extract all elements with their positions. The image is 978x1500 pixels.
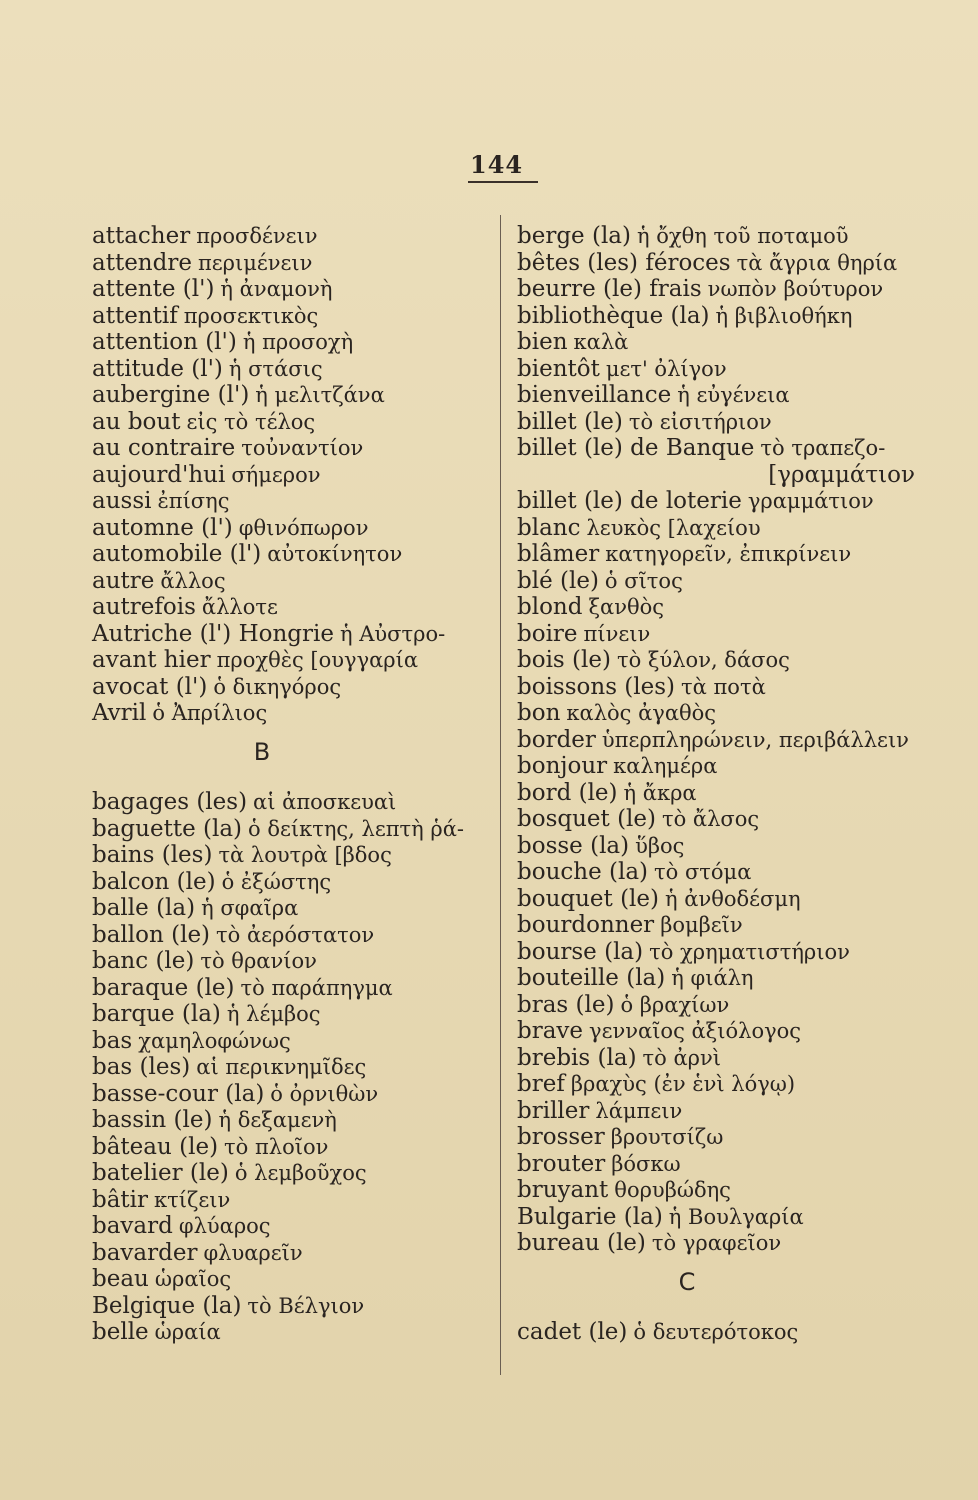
dictionary-entry [92,922,492,949]
greek-translation: καλὰ [573,330,629,354]
dictionary-entry [517,859,917,886]
french-term: automne (l') [92,514,233,541]
french-term: bâtir [92,1186,149,1213]
dictionary-entry [92,842,492,869]
greek-translation: προσδένειν [196,224,318,248]
greek-translation: τὸ παράπηγμα [240,975,393,1000]
dictionary-entry [517,621,917,648]
dictionary-entry [517,223,917,250]
french-term: bourdonner [517,912,655,938]
dictionary-entry [517,1230,917,1257]
dictionary-entry [517,1045,917,1072]
dictionary-entry [92,647,492,674]
greek-translation: αὐτοκίνητον [267,542,403,566]
french-term: baraque (le) [92,974,235,1001]
entries-a-list [92,223,492,727]
greek-translation: ξανθὸς [588,595,665,619]
section-letter-b: B [253,737,271,766]
dictionary-entry [517,356,917,383]
dictionary-entry [517,435,917,462]
french-term: aujourd'hui [92,461,226,488]
dictionary-entry [517,515,917,542]
greek-translation: ἡ Αὐστρο- [339,621,446,646]
french-term: bouche (la) [517,859,649,885]
french-term: billet (le) [517,408,623,435]
dictionary-entry [517,886,917,913]
dictionary-entry [517,382,917,409]
column-divider [500,215,501,1375]
french-term: aubergine (l') [92,382,250,408]
greek-translation: ἐπίσης [157,489,230,513]
dictionary-entry [517,753,917,780]
french-term: bourse (la) [517,938,644,965]
french-term: bas [92,1027,133,1054]
greek-translation: τὸ ἀερόστατον [216,922,375,947]
french-term: balcon (le) [92,868,216,895]
dictionary-entry [92,515,492,542]
dictionary-entry [517,1124,917,1151]
french-term: bibliothèque (la) [517,302,710,329]
french-term: bosse (la) [517,832,630,859]
french-term: bientôt [517,355,600,382]
greek-translation: φθινόπωρον [238,515,369,540]
greek-translation: βομβεῖν [660,913,743,937]
french-term: Avril [92,700,147,726]
french-term: blanc [517,514,581,541]
french-term: Belgique (la) [92,1292,242,1319]
french-term: ballon (le) [92,921,211,948]
greek-translation: τοὐναντίον [241,436,364,460]
dictionary-entry [92,462,492,489]
french-term: bains (les) [92,842,213,868]
dictionary-entry [92,1134,492,1161]
french-term: bien [517,329,568,355]
dictionary-entry [92,1213,492,1240]
dictionary-entry [92,541,492,568]
dictionary-entry [92,621,492,648]
french-term: bas (les) [92,1054,191,1080]
dictionary-entry [517,488,917,515]
french-term: boissons (les) [517,673,676,700]
french-term: blond [517,594,583,620]
french-term: aussi [92,488,152,514]
greek-translation: προσεκτικὸς [183,303,319,328]
dictionary-entry [517,1098,917,1125]
left-column [92,223,492,1346]
french-term: bois (le) [517,647,611,673]
greek-translation: ἄλλος [160,568,226,593]
entry-continuation: [γραμμάτιον [768,461,915,488]
dictionary-entry [92,948,492,975]
dictionary-entry [92,1319,492,1346]
french-term: beau [92,1266,149,1292]
greek-translation: ἡ ἀναμονὴ [220,277,333,301]
greek-translation: εἰς τὸ τέλος [186,409,316,434]
greek-translation: ὡραία [154,1320,221,1344]
greek-translation: τὸ θρανίον [200,949,317,973]
dictionary-entry [517,727,917,754]
greek-translation: ὁ Ἀπρίλιος [152,701,268,725]
greek-translation: ὕβος [635,833,685,858]
greek-translation: ὁ σῖτος [604,568,683,593]
greek-translation: καλὸς ἀγαθὸς [566,701,717,725]
french-term: bagages (les) [92,789,248,815]
greek-translation: λάμπειν [595,1098,683,1123]
dictionary-entry [92,488,492,515]
dictionary-entry [517,700,917,727]
dictionary-entry [92,276,492,303]
dictionary-entry [92,1054,492,1081]
dictionary-entry [517,965,917,992]
greek-translation: κτίζειν [154,1187,231,1212]
dictionary-entry [517,647,917,674]
french-term: attendre [92,249,192,276]
dictionary-entry [92,700,492,727]
greek-translation: ἡ στάσις [228,356,323,381]
french-term: autre [92,567,155,594]
dictionary-entry [517,1151,917,1178]
greek-translation: ἡ εὐγένεια [677,383,790,407]
dictionary-entry [92,329,492,356]
french-term: berge (la) [517,223,631,249]
french-term: basse-cour (la) [92,1080,265,1107]
french-term: bruyant [517,1177,609,1203]
dictionary-entry [92,975,492,1002]
french-term: baguette (la) [92,815,243,842]
french-term: blé (le) [517,567,599,594]
greek-translation: ἡ ἀνθοδέσμη [665,886,801,911]
greek-translation: νωπὸν βούτυρον [707,277,884,301]
greek-translation: σήμερον [231,462,321,487]
dictionary-entry [517,303,917,330]
french-term: avocat (l') [92,673,208,700]
greek-translation: ὁ ἐξώστης [221,869,332,894]
greek-translation: γενναῖος ἀξιόλογος [589,1019,802,1043]
dictionary-entry [92,1001,492,1028]
french-term: bienveillance [517,382,672,408]
entries-c-list [517,1319,917,1346]
greek-translation: τὸ τραπεζο- [760,436,886,460]
greek-translation: τὰ ἄγρια θηρία [736,250,898,275]
french-term: billet (le) de Banque [517,435,755,461]
dictionary-entry [517,1319,917,1346]
dictionary-entry [92,1160,492,1187]
dictionary-entry [517,594,917,621]
french-term: blâmer [517,541,600,567]
french-term: bâteau (le) [92,1133,219,1160]
french-term: bavard [92,1213,173,1239]
greek-translation: βρουτσίζω [610,1125,724,1149]
french-term: Bulgarie (la) [517,1203,663,1230]
french-term: Autriche (l') Hongrie [92,620,334,647]
french-term: banc (le) [92,948,195,974]
french-term: avant hier [92,647,211,673]
greek-translation: τὸ ἀρνὶ [642,1045,722,1070]
french-term: brave [517,1018,584,1044]
dictionary-entry [92,1187,492,1214]
dictionary-entry [517,912,917,939]
dictionary-entry [517,1204,917,1231]
french-term: brebis (la) [517,1044,637,1071]
greek-translation: ἡ ἄκρα [623,780,697,805]
french-term: bref [517,1071,565,1097]
greek-translation: τὸ Βέλγιον [247,1293,365,1318]
greek-translation: λευκὸς [λαχείου [586,515,761,540]
greek-translation: ὑπερπληρώνειν, περιβάλλειν [601,727,909,752]
dictionary-entry [517,409,917,436]
dictionary-entry [517,674,917,701]
french-term: attacher [92,223,191,249]
french-term: bouquet (le) [517,885,659,912]
dictionary-entry [517,992,917,1019]
greek-translation: καλημέρα [613,754,718,778]
dictionary-entry [92,1293,492,1320]
french-term: attente (l') [92,276,215,302]
dictionary-entry [517,1177,917,1204]
french-term: bêtes (les) féroces [517,249,731,276]
greek-translation: χαμηλοφώνως [138,1028,291,1053]
greek-translation: φλύαρος [178,1214,271,1238]
dictionary-entry [517,568,917,595]
french-term: attentif [92,302,178,329]
page-number: 144 [470,150,524,179]
greek-translation: ὁ ὀρνιθὼν [270,1081,379,1106]
dictionary-entry [517,939,917,966]
greek-translation: τὸ χρηματιστήριον [649,939,850,964]
dictionary-entry [517,833,917,860]
french-term: bouteille (la) [517,965,666,991]
dictionary-entry [517,1018,917,1045]
greek-translation: τὰ λουτρὰ [βδος [218,843,392,867]
greek-translation: ὁ βραχίων [620,992,730,1017]
french-term: bord (le) [517,779,618,806]
right-column [517,223,917,1346]
greek-translation: μετ' ὀλίγον [605,356,727,381]
greek-translation: τὸ ξύλον, δάσος [616,648,790,672]
entries-b-continued-list [517,223,917,1257]
french-term: bureau (le) [517,1230,646,1256]
french-term: barque (la) [92,1001,221,1027]
page-number-rule [468,181,538,183]
french-term: bras (le) [517,991,615,1018]
dictionary-entry [92,789,492,816]
french-term: automobile (l') [92,541,262,567]
greek-translation: τὰ ποτὰ [681,674,766,699]
greek-translation: βόσκω [611,1151,681,1176]
french-term: bosquet (le) [517,806,656,832]
greek-translation: περιμένειν [197,250,313,275]
dictionary-entry [92,409,492,436]
french-term: bon [517,700,561,726]
greek-translation: ἡ Βουλγαρία [668,1204,804,1229]
greek-translation: ἡ σφαῖρα [201,896,299,920]
french-term: au bout [92,408,181,435]
french-term: autrefois [92,594,196,620]
french-term: bonjour [517,753,608,779]
greek-translation: τὸ γραφεῖον [651,1231,782,1255]
dictionary-entry [517,1071,917,1098]
greek-translation: βραχὺς (ἐν ἑνὶ λόγῳ) [570,1072,796,1096]
dictionary-entry [92,594,492,621]
french-term: cadet (le) [517,1319,628,1345]
greek-translation: προχθὲς [ουγγαρία [216,648,419,672]
french-term: au contraire [92,435,236,461]
french-term: brosser [517,1124,605,1150]
greek-translation: αἱ περικνημῖδες [196,1055,367,1079]
french-term: beurre (le) frais [517,276,702,302]
greek-translation: ὁ δευτερότοκος [633,1320,799,1344]
french-term: bassin (le) [92,1107,213,1133]
greek-translation: αἱ ἀποσκευαὶ [253,790,397,814]
greek-translation: τὸ πλοῖον [224,1134,329,1159]
dictionary-entry [517,250,917,277]
dictionary-entry [92,1028,492,1055]
greek-translation: φλυαρεῖν [203,1240,303,1265]
dictionary-entry [517,806,917,833]
greek-translation: ἄλλοτε [201,595,278,619]
greek-translation: ὁ δείκτης, λεπτὴ ῥά- [248,816,465,841]
greek-translation: θορυβώδης [614,1178,731,1202]
french-term: belle [92,1319,149,1345]
french-term: attitude (l') [92,355,223,382]
dictionary-entry [92,1266,492,1293]
greek-translation: ἡ δεξαμενὴ [218,1108,337,1132]
dictionary-entry [92,568,492,595]
greek-translation: ἡ ὄχθη τοῦ ποταμοῦ [637,224,849,248]
dictionary-entry [92,895,492,922]
greek-translation: τὸ στόμα [654,860,752,884]
greek-translation: ἡ προσοχὴ [242,330,354,354]
dictionary-entry [92,356,492,383]
french-term: balle (la) [92,895,196,921]
greek-translation: κατηγορεῖν, ἐπικρίνειν [605,542,852,566]
french-term: boire [517,620,578,647]
entries-b-list [92,789,492,1346]
greek-translation: ὁ λεμβοῦχος [234,1161,367,1185]
dictionary-entry [92,250,492,277]
dictionary-entry [92,869,492,896]
dictionary-entry [92,1081,492,1108]
french-term: border [517,726,596,753]
dictionary-entry [517,276,917,303]
greek-translation: ὡραῖος [154,1267,232,1291]
greek-translation: ἡ φιάλη [671,966,754,990]
french-term: attention (l') [92,329,237,355]
dictionary-entry [92,382,492,409]
french-term: bavarder [92,1239,198,1266]
greek-translation: γραμμάτιον [747,489,874,513]
dictionary-entry [92,1107,492,1134]
dictionary-entry [92,435,492,462]
greek-translation: πίνειν [583,621,651,646]
greek-translation: ὁ δικηγόρος [213,674,342,699]
french-term: brouter [517,1150,606,1177]
greek-translation: τὸ εἰσιτήριον [628,409,772,434]
greek-translation: τὸ ἄλσος [662,807,760,831]
dictionary-entry [517,541,917,568]
greek-translation: ἡ βιβλιοθήκη [715,303,853,328]
dictionary-entry [92,1240,492,1267]
dictionary-entry [517,780,917,807]
french-term: briller [517,1097,590,1124]
dictionary-entry [517,329,917,356]
section-letter-c: C [678,1267,696,1296]
dictionary-entry [92,303,492,330]
dictionary-entry [92,674,492,701]
dictionary-entry [92,816,492,843]
french-term: batelier (le) [92,1160,229,1186]
greek-translation: ἡ μελιτζάνα [255,383,385,407]
greek-translation: ἡ λέμβος [226,1002,321,1026]
dictionary-entry [92,223,492,250]
french-term: billet (le) de loterie [517,488,742,514]
